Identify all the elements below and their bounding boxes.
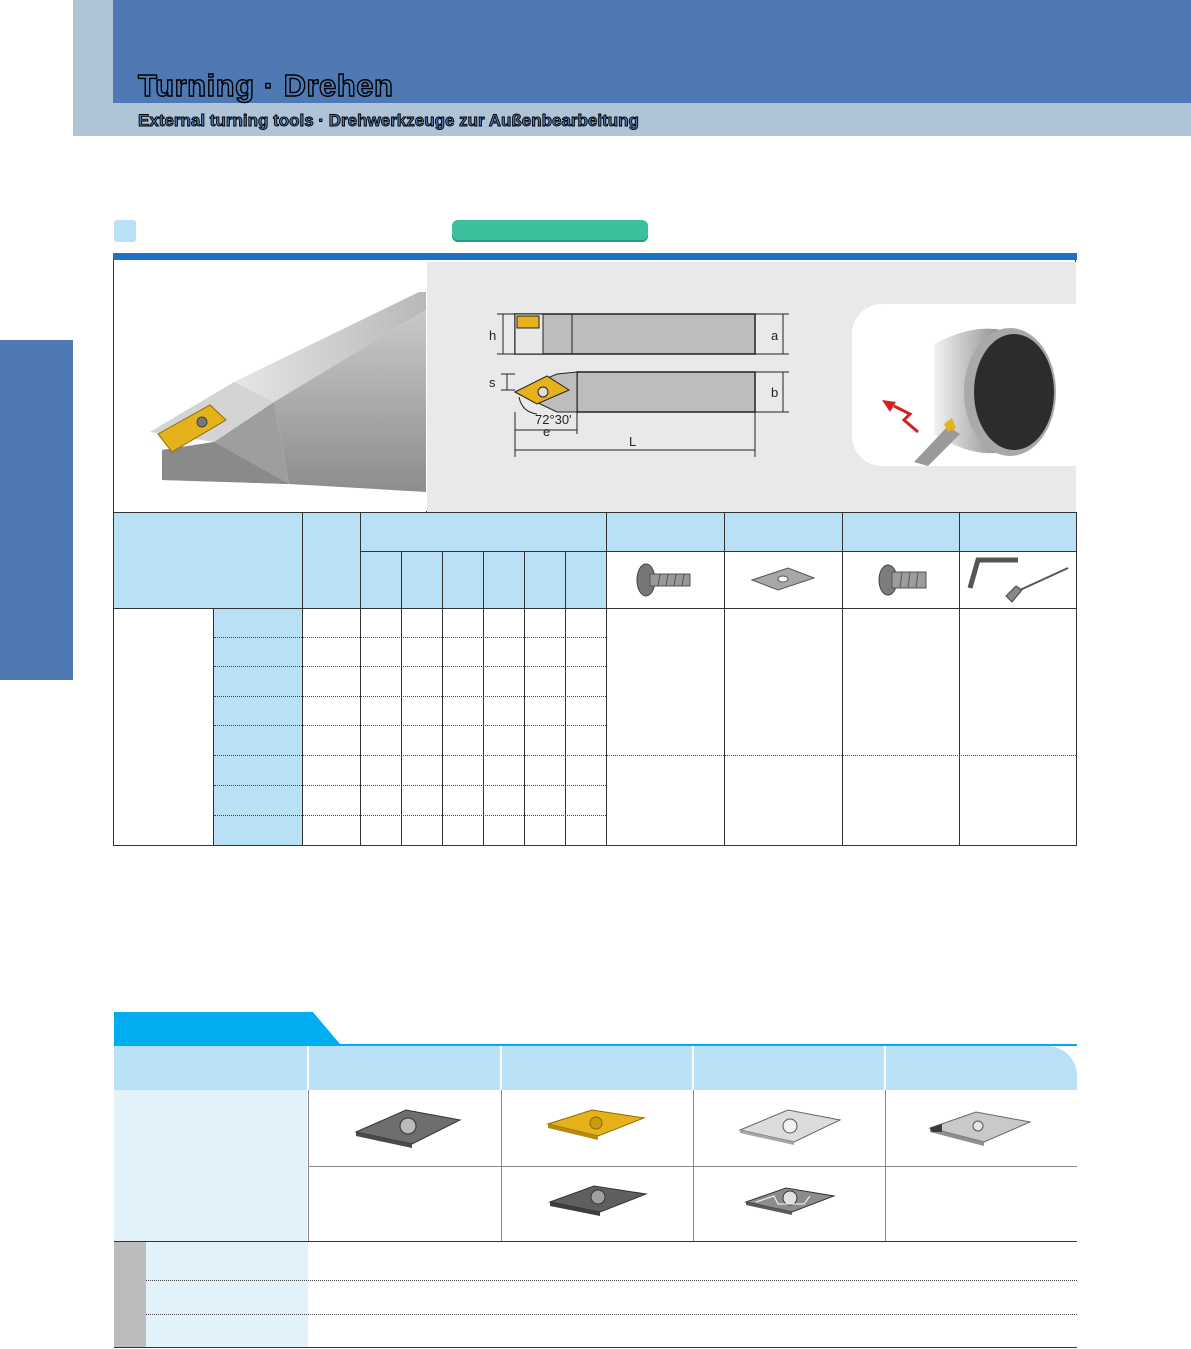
- dim-label-angle: 72°30': [535, 412, 572, 427]
- col-line: [524, 551, 525, 846]
- wrench-icon: [964, 556, 1074, 606]
- table-header-split: [360, 551, 1076, 552]
- insert-image-5: [548, 1182, 648, 1218]
- insert-header-cell: [886, 1046, 1077, 1090]
- grade-label-column: [146, 1242, 308, 1348]
- table-row: [214, 666, 606, 667]
- insert-image-3: [738, 1106, 842, 1146]
- insert-row-line: [309, 1166, 1077, 1167]
- insert-image-1: [352, 1106, 464, 1150]
- grade-table-bottom: [114, 1347, 1077, 1348]
- section-rule: [113, 253, 1077, 260]
- shim-screw-icon: [872, 560, 932, 600]
- table-row: [214, 725, 606, 726]
- table-border-bottom: [113, 845, 1077, 846]
- part-number-column: [214, 609, 302, 845]
- dim-label-b: b: [771, 385, 779, 400]
- shim-plate-icon: [748, 566, 818, 592]
- table-row: [214, 755, 1076, 756]
- col-line: [1076, 512, 1077, 846]
- dim-label-s: s: [489, 375, 496, 390]
- dim-label-L: L: [629, 434, 637, 449]
- grade-row: [146, 1280, 1077, 1281]
- table-row: [214, 815, 606, 816]
- grade-row: [146, 1314, 1077, 1315]
- side-tab: [0, 340, 73, 680]
- col-line: [842, 512, 843, 846]
- col-line: [113, 512, 114, 846]
- insert-section-tab: [114, 1012, 340, 1044]
- page-subtitle: External turning tools · Drehwerkzeuge zur Außenbearbeitung: [138, 111, 639, 130]
- col-line: [302, 512, 303, 846]
- insert-header-cell: [502, 1046, 692, 1090]
- col-line: [959, 512, 960, 846]
- tool-holder-photo: [114, 262, 426, 512]
- col-line: [565, 551, 566, 846]
- table-row: [214, 637, 606, 638]
- insert-header-cell: [694, 1046, 884, 1090]
- col-line: [360, 512, 361, 846]
- table-row: [214, 696, 606, 697]
- col-line: [401, 551, 402, 846]
- col-line: [442, 551, 443, 846]
- application-illustration: [852, 304, 1076, 466]
- insert-image-4: [928, 1108, 1032, 1148]
- clamp-screw-icon: [632, 560, 698, 600]
- section-pill: [452, 220, 648, 242]
- col-line: [724, 512, 725, 846]
- col-line: [606, 512, 607, 846]
- dim-label-h: h: [489, 328, 497, 343]
- table-border-top: [113, 512, 1077, 513]
- table-row: [214, 785, 606, 786]
- insert-image-2: [546, 1108, 646, 1142]
- insert-header-cell: [114, 1046, 307, 1090]
- grade-marker-bar: [114, 1242, 146, 1348]
- section-marker: [114, 220, 136, 242]
- page-title: Turning · Drehen: [138, 68, 394, 103]
- insert-image-6: [744, 1184, 836, 1218]
- insert-label-column: [114, 1090, 307, 1241]
- dim-label-a: a: [771, 328, 779, 343]
- insert-header-cell: [309, 1046, 500, 1090]
- dim-label-e: e: [543, 424, 551, 439]
- col-line: [483, 551, 484, 846]
